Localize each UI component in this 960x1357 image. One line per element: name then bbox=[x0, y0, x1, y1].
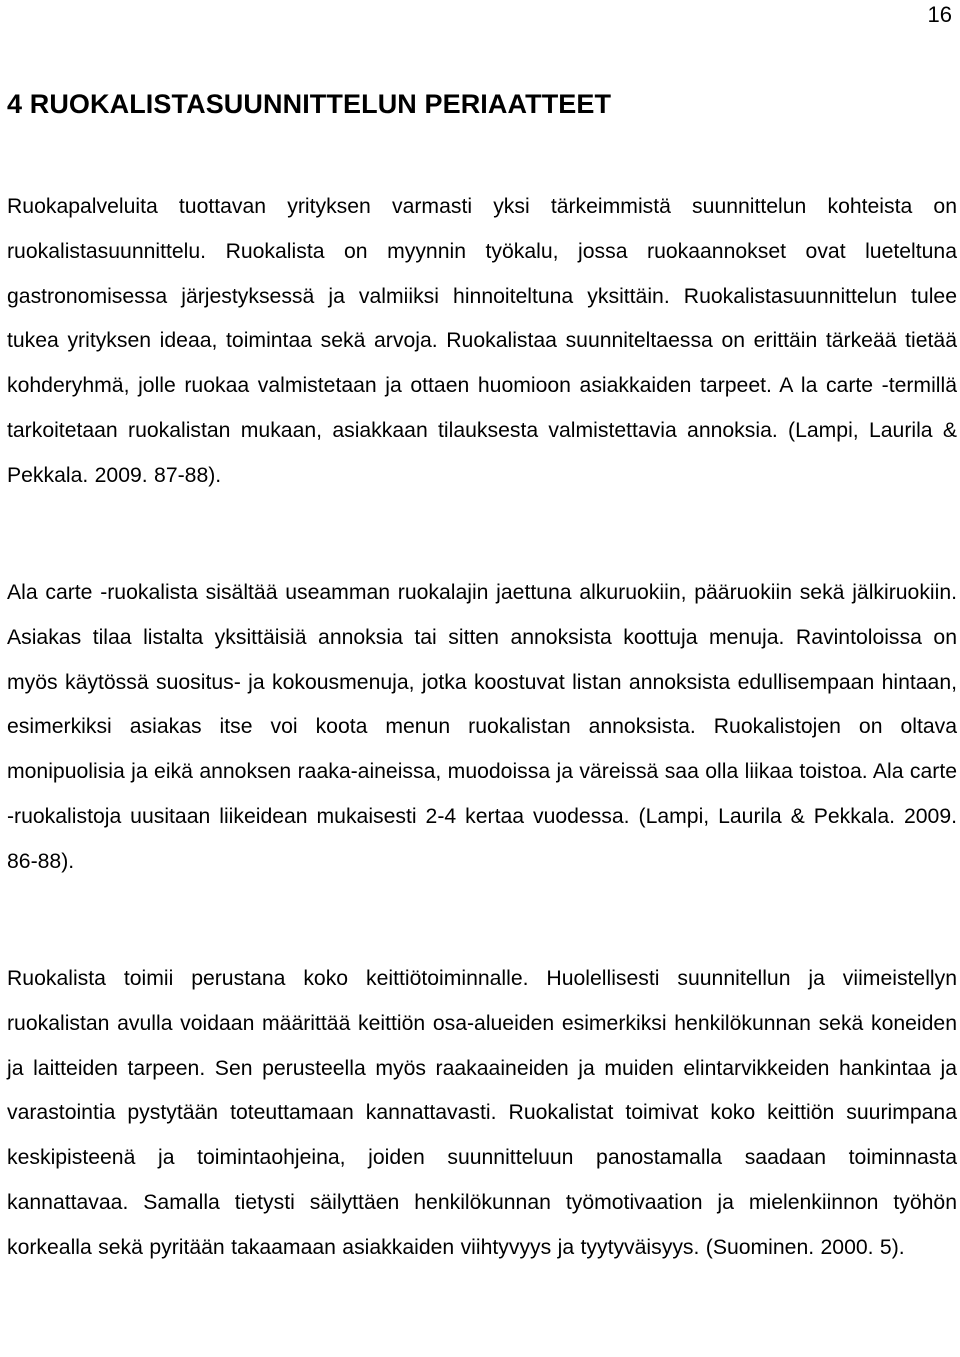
section-heading: 4 RUOKALISTASUUNNITTELUN PERIAATTEET bbox=[7, 89, 612, 119]
paragraph-3: Ruokalista toimii perustana koko keittiötoiminnalle. Huolellisesti suunnitellun ja viimeistellyn ruokalistan avulla voidaan määrittää keittiön osa-alueiden esimerkiksi henkilökunnan sekä koneiden ja laitteiden tarpeen. Sen perusteella myös raakaaineiden ja muiden elintarvikkeiden hankintaa ja varastointia pystytään toteuttamaan kannattavasti. Ruokalistat toimivat koko keittiön suurimpana keskipisteenä ja toimintaohjeina, joiden suunnitteluun panostamalla saadaan toiminnasta kannattavaa. Samalla tietysti säilyttäen henkilökunnan työmotivaation ja mielenkiinnon työhön korkealla sekä pyritään takaamaan asiakkaiden viihtyvyys ja tyytyväisyys. (Suominen. 2000. 5). bbox=[7, 967, 957, 1259]
paragraph-2: Ala carte -ruokalista sisältää useamman ruokalajin jaettuna alkuruokiin, pääruokiin sekä jälkiruokiin. Asiakas tilaa listalta yksittäisiä annoksia tai sitten annoksista koottuja menuja. Ravintoloissa on myös käytössä suositus- ja kokousmenuja, jotka koostuvat listan annoksista edullisempaan hintaan, esimerkiksi asiakas itse voi koota menun ruokalistan annoksista. Ruokalistojen on oltava monipuolisia ja eikä annoksen raaka-aineissa, muodoissa ja väreissä saa olla liikaa toistoa. Ala carte -ruokalistoja uusitaan liikeidean mukaisesti 2-4 kertaa vuodessa. (Lampi, Laurila & Pekkala. 2009. 86-88). bbox=[7, 581, 957, 873]
paragraph-1: Ruokapalveluita tuottavan yrityksen varmasti yksi tärkeimmistä suunnittelun kohteista on ruokalistasuunnittelu. Ruokalista on myynnin työkalu, jossa ruokaannokset ovat lueteltuna gastronomisessa järjestyksessä ja valmiiksi hinnoiteltuna yksittäin. Ruokalistasuunnittelun tulee tukea yrityksen ideaa, toimintaa sekä arvoja. Ruokalistaa suunniteltaessa on erittäin tärkeää tietää kohderyhmä, jolle ruokaa valmistetaan ja ottaen huomioon asiakkaiden tarpeet. A la carte -termillä tarkoitetaan ruokalistan mukaan, asiakkaan tilauksesta valmistettavia annoksia. (Lampi, Laurila & Pekkala. 2009. 87-88). bbox=[7, 195, 957, 487]
page-number: 16 bbox=[927, 2, 952, 27]
